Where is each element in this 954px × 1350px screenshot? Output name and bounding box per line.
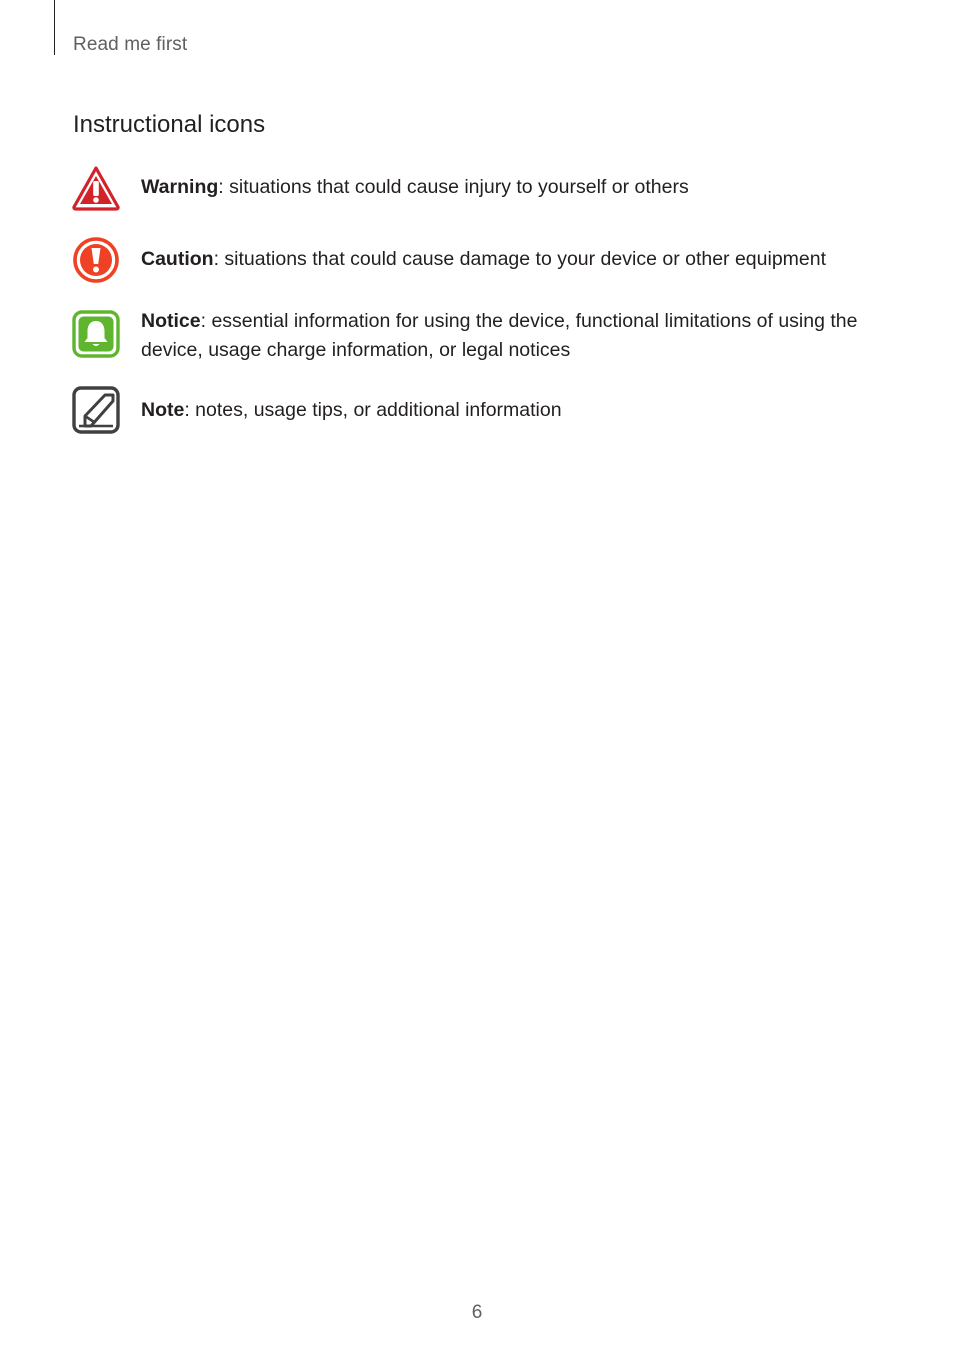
warning-term: Warning [141,176,219,198]
header-divider [54,0,55,55]
warning-description: : situations that could cause injury to yourself or others [218,176,689,198]
note-term: Note [141,399,185,421]
caution-description: : situations that could cause damage to your device or other equipment [213,248,827,270]
caution-exclamation-circle-icon [72,236,120,284]
running-header: Read me first [73,34,188,55]
notice-description: : essential information for using the device, functional limitations of using the device, usage charge information, or legal notices [141,310,858,361]
section-title: Instructional icons [73,111,266,138]
caution-text [141,245,826,274]
caution-term: Caution [141,248,214,270]
notice-text [141,307,892,365]
notice-term: Notice [141,310,201,332]
warning-triangle-icon [72,165,120,213]
note-description: : notes, usage tips, or additional information [184,399,562,421]
page-number: 6 [471,1302,483,1323]
notice-bell-icon [72,310,120,358]
note-pencil-icon [72,386,120,434]
note-text [141,396,562,425]
warning-text [141,173,689,202]
